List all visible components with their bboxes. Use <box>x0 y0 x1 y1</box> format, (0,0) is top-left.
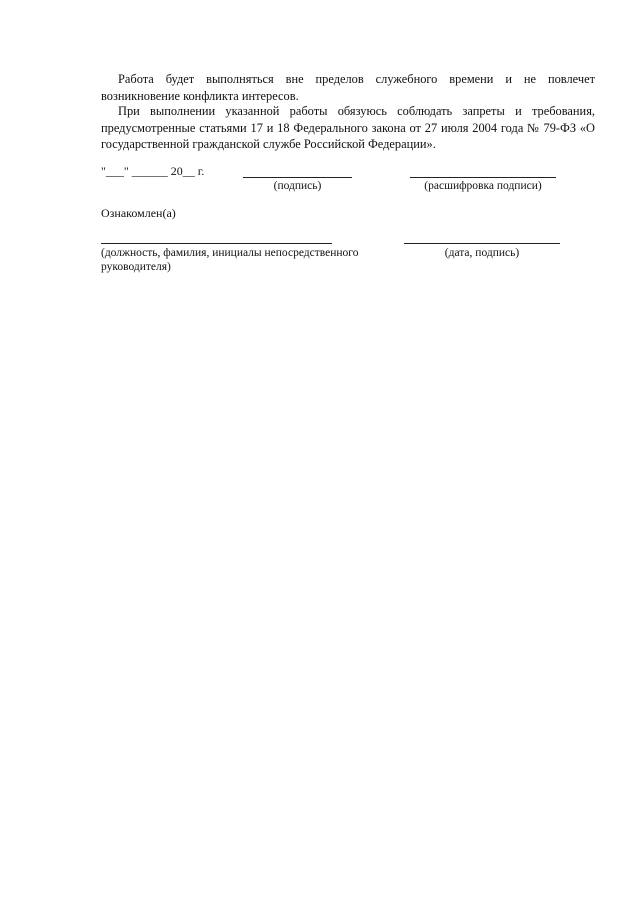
signature-caption: (подпись) <box>273 180 322 192</box>
paragraph-obligations: При выполнении указанной работы обязуюсь соблюдать запреты и требования, предусмотренные статьями 17 и 18 Федерального закона от 27 июля 2004 года № 79-ФЗ «О государственной гражданской службе Российской Федерации». <box>101 104 595 151</box>
supervisor-line <box>101 243 332 244</box>
supervisor-caption: (должность, фамилия, инициалы непосредственного руководителя) <box>101 247 359 273</box>
signature-decode-line <box>410 177 556 178</box>
date-signature-caption: (дата, подпись) <box>444 247 520 259</box>
paragraph-no-conflict: Работа будет выполняться вне пределов служебного времени и не повлечет возникновение конфликта интересов. <box>101 72 595 103</box>
acknowledged-label: Ознакомлен(а) <box>101 206 176 220</box>
date-line: "___" ______ 20__ г. <box>101 164 205 178</box>
date-signature-line <box>404 243 560 244</box>
signature-decode-caption: (расшифровка подписи) <box>424 180 542 192</box>
signature-line <box>243 177 352 178</box>
